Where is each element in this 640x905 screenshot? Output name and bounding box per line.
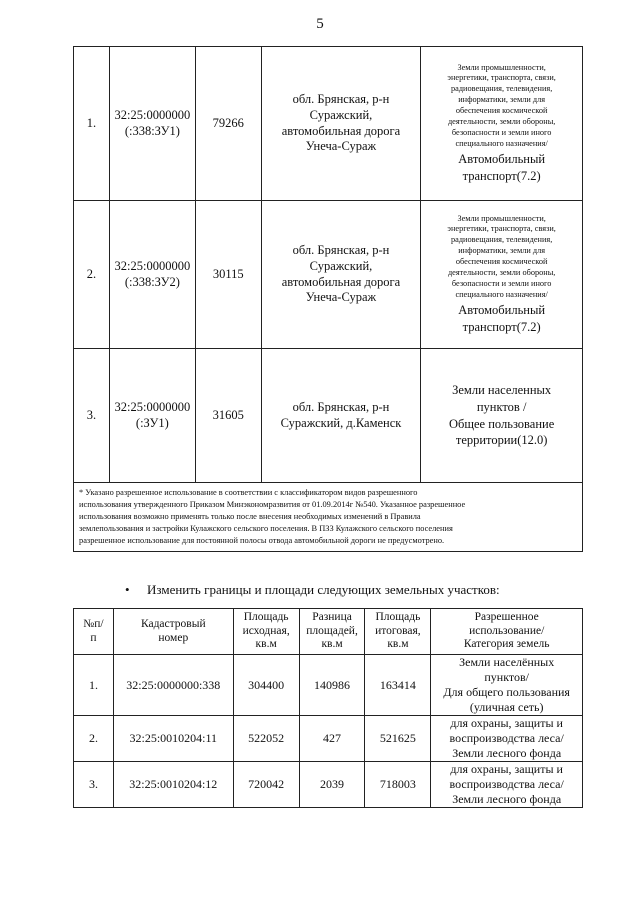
land-plots-table (73, 46, 583, 552)
table-header-row (74, 609, 583, 655)
cadastral-number: 32:25:0000000:338 (113, 655, 233, 716)
table-row (74, 655, 583, 716)
plot-address: обл. Брянская, р-н Суражский, автомобильная дорога Унеча-Сураж (261, 47, 421, 201)
plot-address: обл. Брянская, р-н Суражский, д.Каменск (261, 349, 421, 483)
plot-area: 79266 (195, 47, 261, 201)
table-row (74, 201, 583, 349)
permitted-use: Земли промышленности, энергетики, транспорта, связи, радиовещания, телевидения, информатики, земли для обеспечения космической деятельности, земли обороны, безопасности и земли иного специального назначения/ Автомобильный транспорт(7.2) (421, 47, 583, 201)
permitted-use: Земли населённых пунктов/ Для общего пользования (уличная сеть) (431, 655, 583, 716)
table-row (74, 47, 583, 201)
area-initial: 304400 (233, 655, 299, 716)
header-permitted-use: Разрешенное использование/ Категория земель (431, 609, 583, 655)
table-note-row (74, 483, 583, 552)
plot-area: 31605 (195, 349, 261, 483)
header-area-diff: Разница площадей, кв.м (299, 609, 365, 655)
row-number: 3. (74, 349, 110, 483)
row-number: 3. (74, 762, 114, 808)
row-number: 1. (74, 47, 110, 201)
table-row (74, 716, 583, 762)
table-note: * Указано разрешенное использование в соответствии с классификатором видов разрешенного использования утвержденного Приказом Минэкономразвития от 01.09.2014г №540. Указанное разрешенное использования возможно применять только после внесения необходимых изменений в Правила землепользования и застройки Кулажского сельского поселения. В ПЗЗ Кулажского сельского поселения разрешенное использование для постоянной полосы отвода автомобильной дороги не предусмотрено. (74, 483, 583, 552)
header-area-initial: Площадь исходная, кв.м (233, 609, 299, 655)
area-initial: 522052 (233, 716, 299, 762)
permitted-use: Земли промышленности, энергетики, транспорта, связи, радиовещания, телевидения, информатики, земли для обеспечения космической деятельности, земли обороны, безопасности и земли иного специального назначения/ Автомобильный транспорт(7.2) (421, 201, 583, 349)
permitted-use: для охраны, защиты и воспроизводства леса/ Земли лесного фонда (431, 762, 583, 808)
permitted-use: для охраны, защиты и воспроизводства леса/ Земли лесного фонда (431, 716, 583, 762)
table-row (74, 762, 583, 808)
bullet-icon: • (125, 582, 130, 597)
row-number: 2. (74, 716, 114, 762)
area-initial: 720042 (233, 762, 299, 808)
bullet-text: Изменить границы и площади следующих земельных участков: (147, 582, 500, 597)
header-area-final: Площадь итоговая, кв.м (365, 609, 431, 655)
area-final: 163414 (365, 655, 431, 716)
table-row (74, 349, 583, 483)
cadastral-number: 32:25:0010204:11 (113, 716, 233, 762)
header-number: №п/ п (74, 609, 114, 655)
plot-area: 30115 (195, 201, 261, 349)
area-diff: 140986 (299, 655, 365, 716)
row-number: 1. (74, 655, 114, 716)
area-final: 718003 (365, 762, 431, 808)
area-diff: 427 (299, 716, 365, 762)
boundary-change-table (73, 608, 583, 808)
page-number: 5 (316, 16, 324, 32)
header-cadastral: Кадастровый номер (113, 609, 233, 655)
cadastral-number: 32:25:0000000 (:338:ЗУ2) (109, 201, 195, 349)
bullet-instruction (125, 582, 500, 598)
cadastral-number: 32:25:0000000 (:ЗУ1) (109, 349, 195, 483)
area-diff: 2039 (299, 762, 365, 808)
row-number: 2. (74, 201, 110, 349)
cadastral-number: 32:25:0000000 (:338:ЗУ1) (109, 47, 195, 201)
area-final: 521625 (365, 716, 431, 762)
permitted-use: Земли населенных пунктов / Общее пользование территории(12.0) (421, 349, 583, 483)
cadastral-number: 32:25:0010204:12 (113, 762, 233, 808)
plot-address: обл. Брянская, р-н Суражский, автомобильная дорога Унеча-Сураж (261, 201, 421, 349)
